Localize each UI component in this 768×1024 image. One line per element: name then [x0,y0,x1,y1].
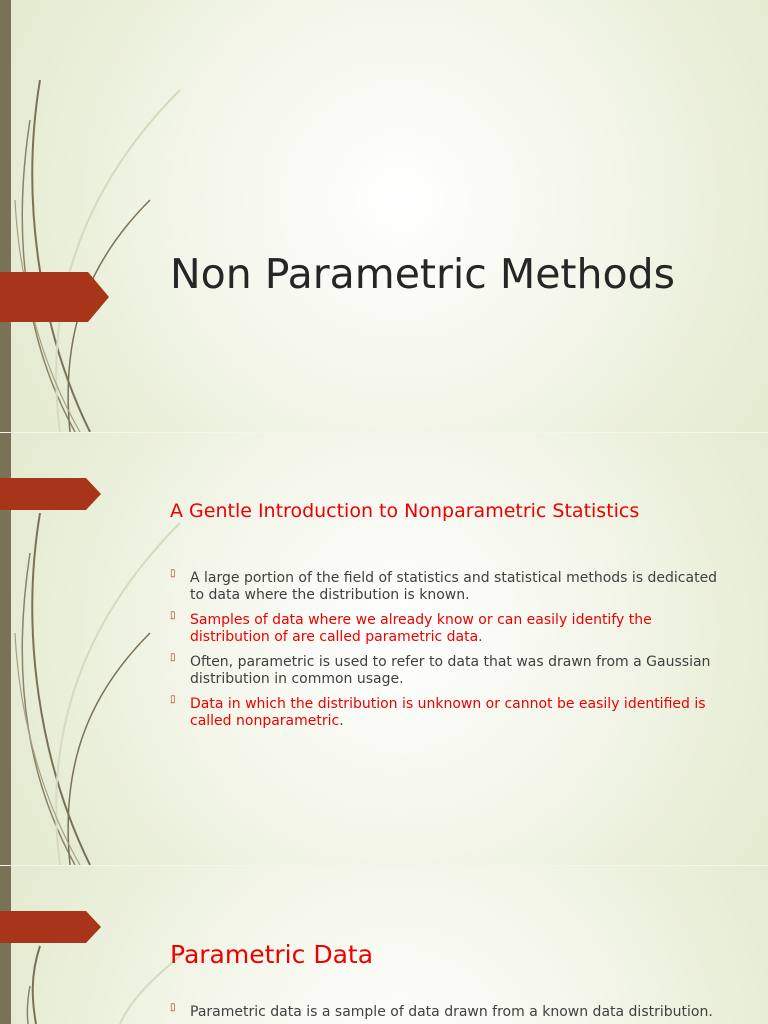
bullet-tail: . [478,629,483,645]
intro-heading: A Gentle Introduction to Nonparametric Statistics [170,500,640,522]
bullet-text: Samples of data where we already know or can easily identify the distribution of are called parametric data [190,612,652,645]
bullet-text: Parametric data is a sample of data drawn from a known data distribution. [190,1004,713,1020]
bullet-icon: ▯ [170,652,176,663]
bullet-text: A large portion of the field of statistics and statistical methods is dedicated to data where the distribution is known. [190,570,718,603]
bullet-icon: ▯ [170,610,176,621]
list-item [170,612,720,646]
red-arrow-tab-icon [0,478,102,510]
list-item [170,1004,720,1021]
bullet-tail: . [339,713,344,729]
intro-bullet-list [170,570,720,738]
bullet-icon: ▯ [170,568,176,579]
bullet-icon: ▯ [170,1002,176,1013]
slide-title [0,0,768,432]
decorative-swoosh-icon [0,0,200,432]
red-arrow-tab-icon [0,272,110,322]
red-arrow-tab-icon [0,911,102,943]
slide-title-text: Non Parametric Methods [170,250,675,298]
list-item [170,570,720,604]
parametric-bullet-list [170,1004,720,1024]
slide-parametric-data [0,866,768,1024]
bullet-text: Often, parametric is used to refer to data that was drawn from a Gaussian distribution in common usage. [190,654,711,687]
list-item [170,696,720,730]
parametric-heading: Parametric Data [170,940,374,969]
bullet-icon: ▯ [170,694,176,705]
list-item [170,654,720,688]
bullet-text: Data in which the distribution is unknown or cannot be easily identified is called nonparametric [190,696,706,729]
